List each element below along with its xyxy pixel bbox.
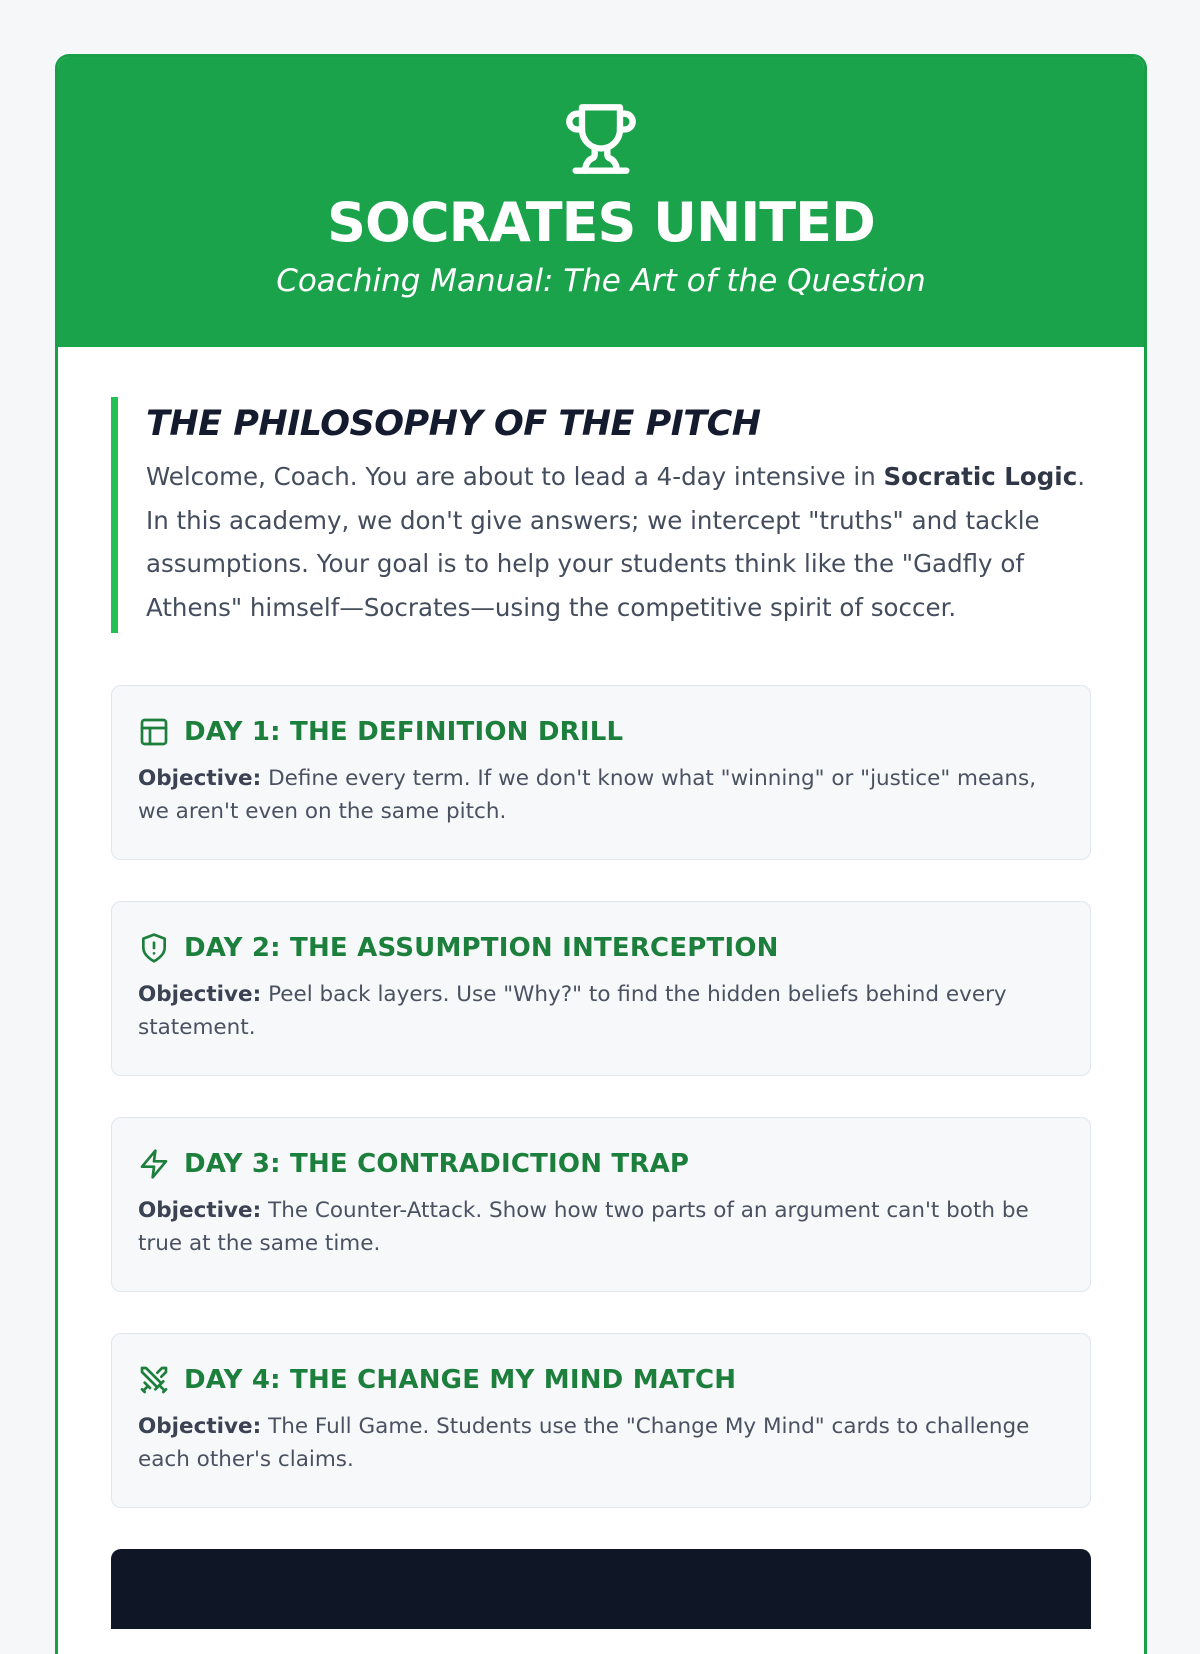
philosophy-text-start: Welcome, Coach. You are about to lead a 4-day intensive in	[146, 462, 884, 491]
philosophy-text-bold: Socratic Logic	[883, 462, 1078, 491]
day-objective	[138, 978, 1064, 1044]
day-objective	[138, 762, 1064, 828]
page-subtitle: Coaching Manual: The Art of the Question	[276, 263, 926, 299]
day-objective	[138, 1410, 1064, 1476]
philosophy-heading: THE PHILOSOPHY OF THE PITCH	[146, 404, 761, 444]
objective-text: The Counter-Attack. Show how two parts of an argument can't both be true at the same time.	[138, 1198, 1029, 1256]
day-header	[138, 1362, 1064, 1398]
lightning-icon	[138, 1148, 170, 1180]
day-header	[138, 714, 1064, 750]
philosophy-text	[146, 455, 1091, 629]
objective-label: Objective:	[138, 1198, 262, 1223]
manual-header	[58, 57, 1144, 347]
objective-label: Objective:	[138, 1414, 262, 1439]
philosophy-section	[111, 397, 1091, 633]
manual-card	[55, 54, 1147, 1654]
day-title: DAY 1: THE DEFINITION DRILL	[184, 717, 624, 747]
day-card-4	[111, 1333, 1091, 1508]
day-header	[138, 930, 1064, 966]
day-title: DAY 4: THE CHANGE MY MIND MATCH	[184, 1365, 737, 1395]
day-card-2	[111, 901, 1091, 1076]
layout-icon	[138, 716, 170, 748]
philosophy-text-end: . In this academy, we don't give answers; we intercept "truths" and tackle assumptions. Your goal is to help your students think like the "Gadfly of Athens" himself—Socrates—using the competitive spirit of soccer.	[146, 462, 1086, 622]
day-title: DAY 3: THE CONTRADICTION TRAP	[184, 1149, 690, 1179]
footer-banner	[111, 1549, 1091, 1629]
objective-text: Define every term. If we don't know what "winning" or "justice" means, we aren't even on the same pitch.	[138, 766, 1037, 824]
page-title: SOCRATES UNITED	[327, 191, 875, 254]
day-objective	[138, 1194, 1064, 1260]
day-card-3	[111, 1117, 1091, 1292]
shield-alert-icon	[138, 932, 170, 964]
objective-text: Peel back layers. Use "Why?" to find the hidden beliefs behind every statement.	[138, 982, 1007, 1040]
objective-text: The Full Game. Students use the "Change My Mind" cards to challenge each other's claims.	[138, 1414, 1030, 1472]
day-header	[138, 1146, 1064, 1182]
manual-body	[58, 347, 1144, 1629]
objective-label: Objective:	[138, 766, 262, 791]
objective-label: Objective:	[138, 982, 262, 1007]
day-card-1	[111, 685, 1091, 860]
trophy-icon	[563, 101, 639, 177]
day-title: DAY 2: THE ASSUMPTION INTERCEPTION	[184, 933, 779, 963]
crossed-swords-icon	[138, 1364, 170, 1396]
